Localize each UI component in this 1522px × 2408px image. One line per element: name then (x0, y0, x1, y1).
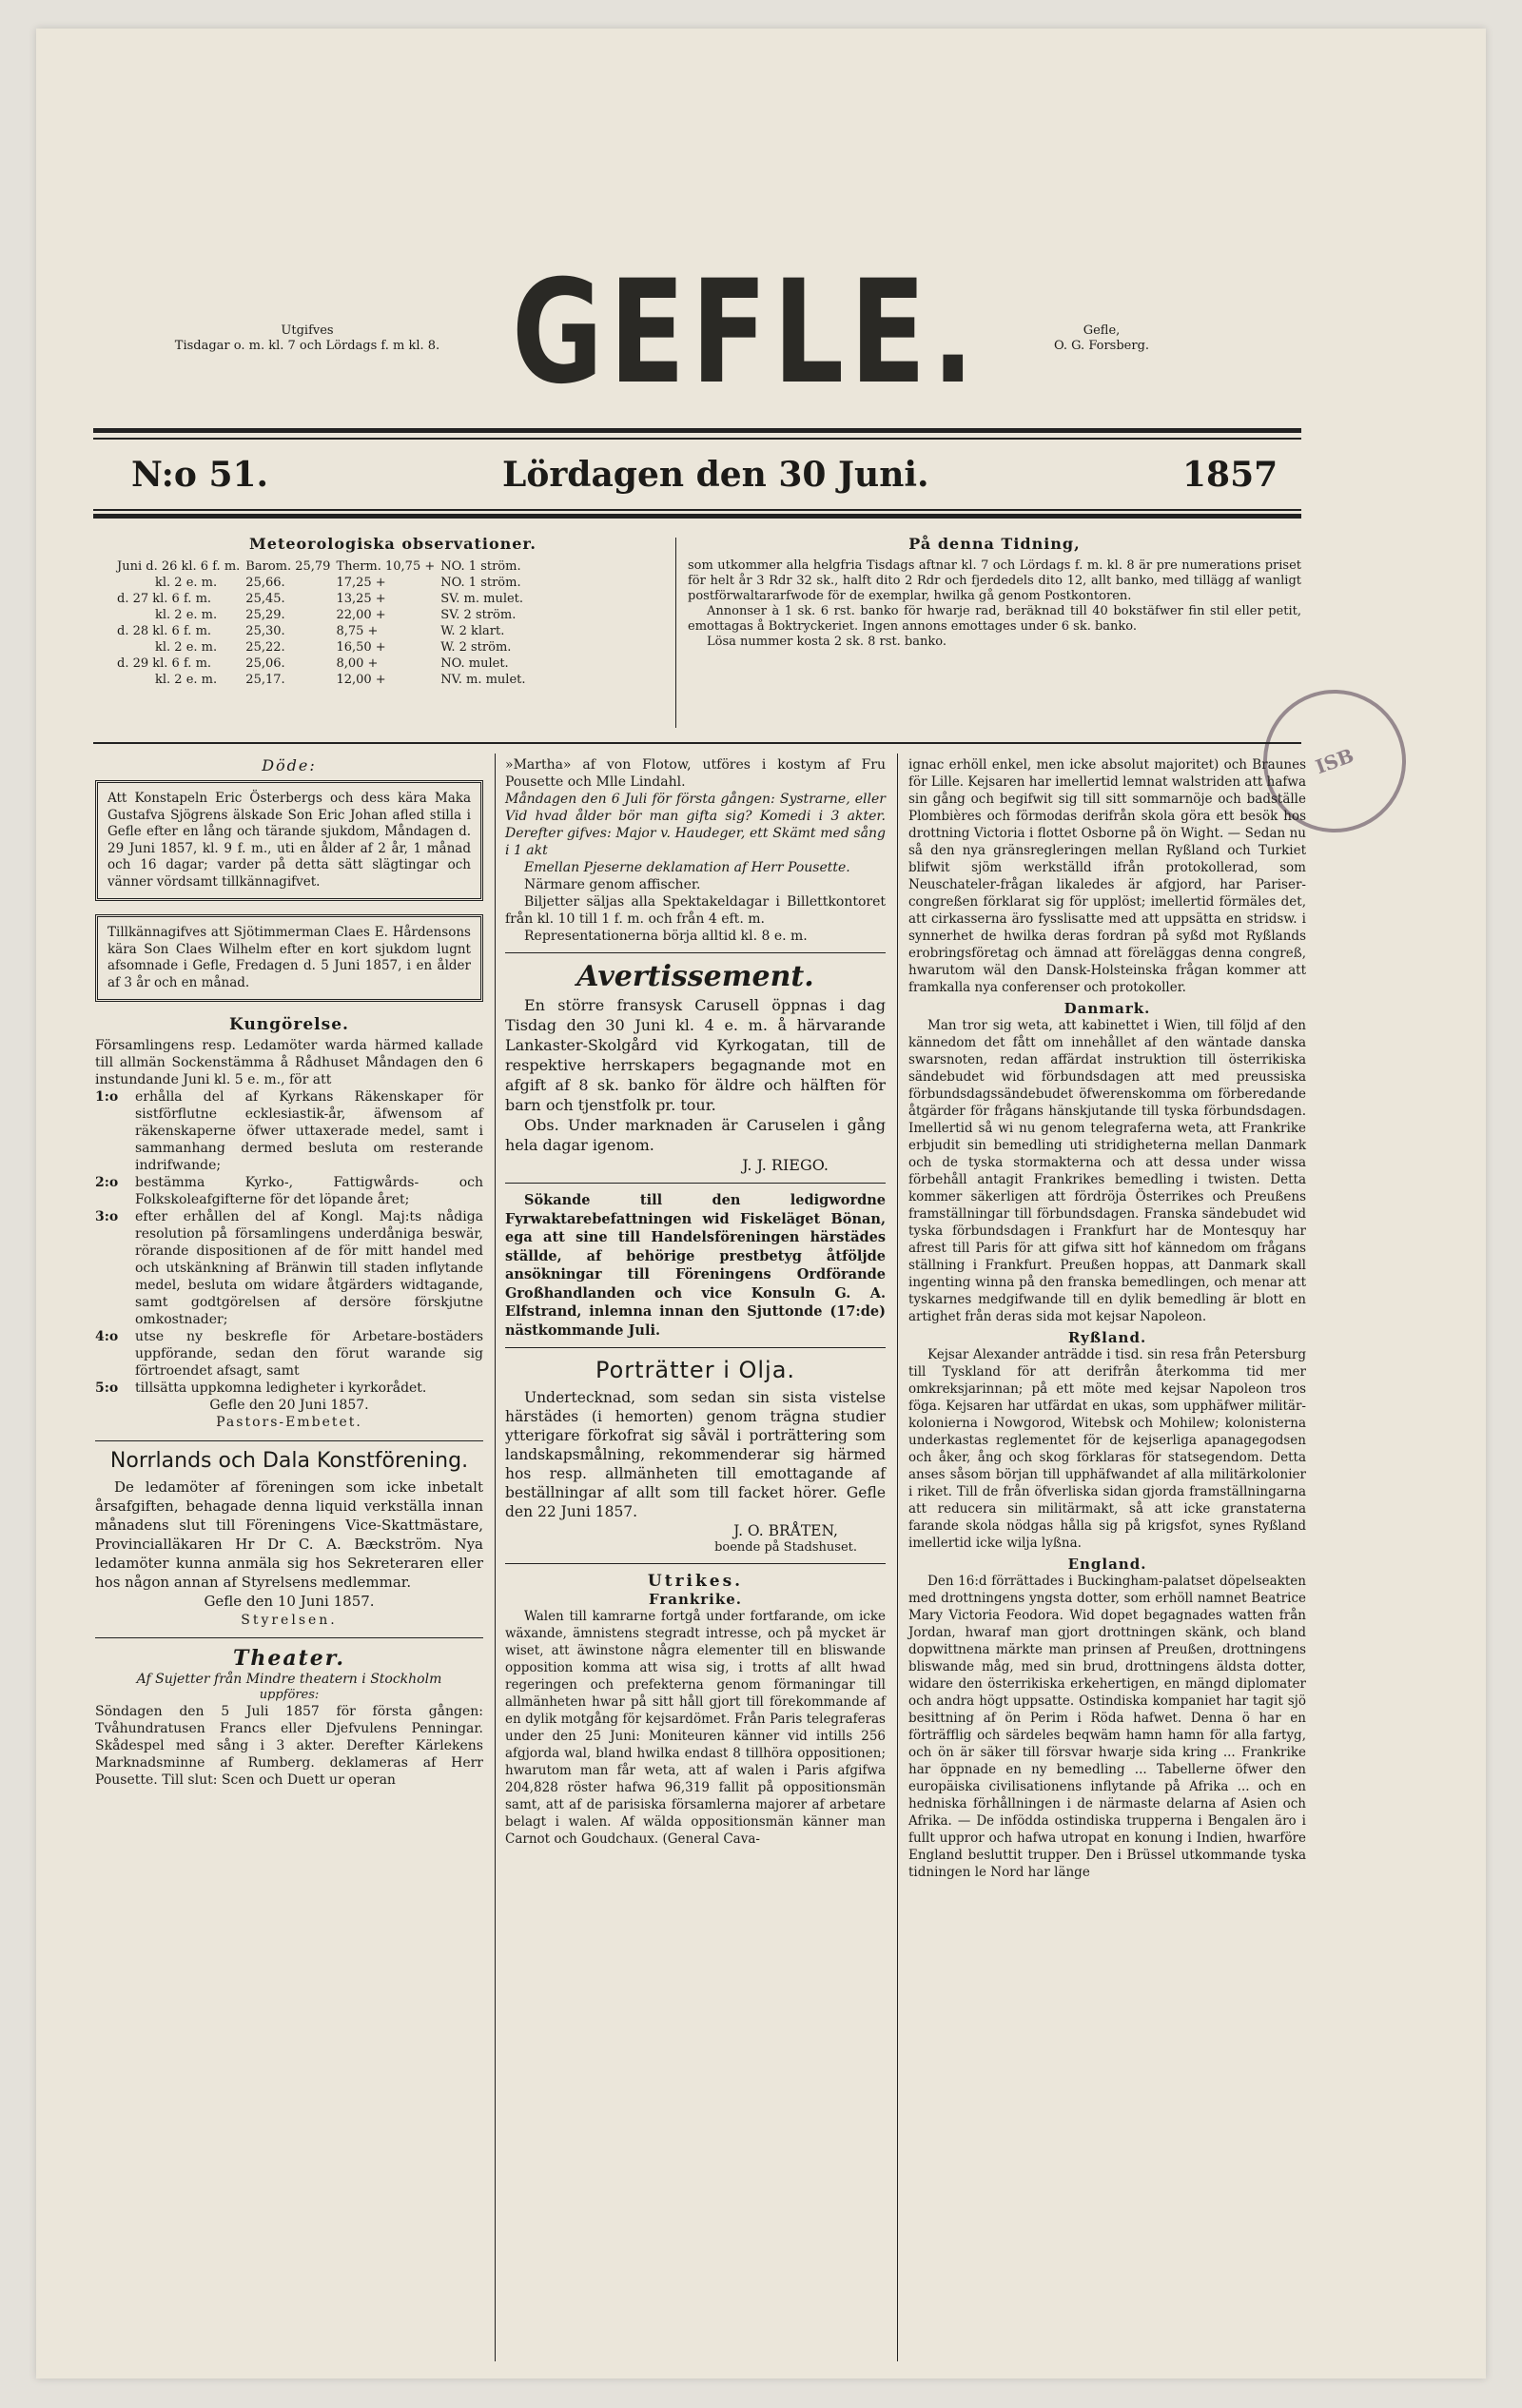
france-title: Frankrike. (648, 1591, 743, 1608)
art-society-title: Norrlands och Dala Konstförening. (109, 1449, 469, 1473)
meteo-cell-d: kl. 2 e. m. (155, 576, 218, 590)
announcement-title: Kungörelse. (229, 1015, 349, 1034)
publishing-info-schedule: Tisdagar o. m. kl. 7 och Lördags f. m kl. 8. (174, 339, 440, 353)
portraits-text: Undertecknad, som sedan sin sista vistelse härstädes (i hemorten) genom trägna studier ytterigare förkofrat sig såväl i porträttering som landskapsmålning, rekommenderar sig härmed hos resp. allmänheten till emottagande af beställningar af allt som till facket hörer. Gefle den 22 Juni 1857. (505, 1389, 886, 1520)
column-3 (908, 756, 1306, 1881)
meteo-cell-t: 17,25 + (336, 576, 386, 590)
announcement-intro: Församlingens resp. Ledamöter warda härmed kallade till allmän Sockenstämma å Rådhuset Måndagen den 6 instundande Juni kl. 5 e. m., för att (95, 1038, 483, 1087)
france-text: Walen till kamrarne fortgå under fortfarande, om icke wäxande, ämnistens stegradt intresse, och på mycket är wiset, att äwinstone några elementer till en bliswande opposition komma att wisa sig, i trotts af allt hwad regeringen och prefekterna genom förmaningar till allmänheten hwar på sitt håll gjort till förekommande af en dylik motgång för kejsardömet. Från Paris telegraferas under den 25 Juni: Moniteuren känner vid intills 256 afgjorda wal, bland hwilka endast 8 tillhöra oppositionen; hwarutom man får weta, att af walen i Paris afgifwa 204,828 röster hafwa 96,319 fallit på oppositionsmän samt, att af de parisiska församlerna majorer af arbetare belagt i walen. Af wälda oppositionsmän känner man Carnot och Goudchaux. (General Cava- (505, 1609, 886, 1847)
meteo-cell-w: W. 2 klart. (440, 624, 505, 638)
meteo-cell-b: 25,45. (245, 592, 285, 606)
denmark-text: Man tror sig weta, att kabinettet i Wien, till följd af den kännedom det fått om innehållet af den wäntade danska swarsnoten, redan affärdat instruktion till österrikiska sändebudet wid förbundsdagen att med preussiska förbundsdagssändebudet öfwerenskomma om förberedande åtgärder för frågans hänskjutande till tyska förbundsdagen. Imellertid så wi nu genom telegraferna weta, att Frankrike erbjudit sin bemedling uti stridigheterna mellan Danmark och de tyska stormakterna och att dessa under wissa förbehåll antagit Frankrikes bemedling i twisten. Detta kommer säkerligen att fördröja Österrikes och Preußens framställningar till förbundsdagen. Franska sändebudet wid tyska förbundsdagen i Frankfurt har de Montesquy har afrest till Paris för att gifwa sitt hof kännedom om frågans ställning i Frankfurt. Preußen hoppas, att Danmark skall ingenting winna på den franska bemedlingen, och menar att tyskarnes medgifwande till en dylik bemedling är blott en artighet från deras sida mot kejsar Napoleon. (908, 1018, 1306, 1324)
declamation-note: Emellan Pjeserne deklamation af Herr Pousette. (524, 860, 850, 875)
meteo-cell-b: 25,22. (245, 640, 285, 655)
theater-subtitle-2: uppföres: (259, 1688, 320, 1702)
meteo-cell-d: d. 27 kl. 6 f. m. (117, 592, 212, 606)
meteo-cell-d: kl. 2 e. m. (155, 608, 218, 622)
publishing-info-label: Utgifves (281, 323, 334, 338)
meteo-cell-d: d. 29 kl. 6 f. m. (117, 656, 212, 671)
col2-rule-2 (505, 1183, 886, 1184)
meteo-row (117, 656, 532, 672)
announcement-item-number: 1:o (95, 1089, 119, 1105)
subscription-text-2: Annonser à 1 sk. 6 rst. banko för hwarje rad, beräknad till 40 bokstäfwer fin stil eller petit, emottagas å Boktryckeriet. Ingen annons emottages under 6 sk. banko. (688, 604, 1301, 634)
announcement-item (95, 1208, 483, 1328)
martha-notice: »Martha» af von Flotow, utföres i kostym af Fru Pousette och Mlle Lindahl. (505, 757, 886, 790)
announcement-item (95, 1380, 483, 1397)
subscription-text-3: Lösa nummer kosta 2 sk. 8 rst. banko. (707, 635, 946, 649)
announcement-item (95, 1328, 483, 1380)
printer-info (1016, 323, 1187, 354)
meteo-row (117, 623, 532, 639)
meteo-cell-b: 25,66. (245, 576, 285, 590)
announcement-item-number: 5:o (95, 1380, 119, 1396)
announcement-signature: Pastors-Embetet. (216, 1415, 362, 1430)
performance-time: Representationerna börja alltid kl. 8 e. m. (524, 929, 808, 944)
content-top-rule (93, 742, 1301, 744)
portraits-address: boende på Stadshuset. (714, 1540, 857, 1555)
meteorology-title: Meteorologiska observationer. (249, 535, 537, 553)
meteo-cell-d: d. 28 kl. 6 f. m. (117, 624, 212, 638)
announcement-item-text: erhålla del af Kyrkans Räkenskaper för sistförflutne ecklesiastik-år, äfwensom af räkenskaperne öfwer uttaxerade medel, samt i sammanhang dermed besluta om resterande indrifwande; (135, 1089, 483, 1173)
publishing-info (150, 323, 464, 354)
subscription-title: På denna Tidning, (908, 535, 1081, 553)
announcement-item-text: utse ny beskrefle för Arbetare-bostäders uppförande, sedan den förut warande sig förtroendet afsagt, samt (135, 1329, 483, 1379)
announcement-date: Gefle den 20 Juni 1857. (209, 1398, 369, 1413)
denmark-title: Danmark. (1063, 1000, 1151, 1017)
top-rule-thick (93, 428, 1301, 433)
subscription-section (688, 535, 1301, 650)
deaths-title: Döde: (262, 756, 317, 774)
carousel-ad-text: En större fransysk Carusell öppnas i dag Tisdag den 30 Juni kl. 4 e. m. å härvarande Lankaster-Skolgård vid Kyrkogatan, till de respektive herrskapers begagnande mot en afgift af 8 sk. banko för äldre och hälften för barn och tjenstfolk pr. tour. (505, 996, 886, 1114)
meteo-cell-w: NO. 1 ström. (440, 559, 521, 574)
russia-text: Kejsar Alexander anträdde i tisd. sin resa från Petersburg till Tyskland för att derifrån återkomma tid mer omkreksjarinnan; på ett möte med kejsar Napoleon tros föga. Kejsaren har utfärdat en ukas, som upphäfwer militär-kolonierna i Nowgorod, Witebsk och Mohilew; kolonisterna underkastas reglementet för de kejserliga apanagegodsen och åker, ång och skog förklaras för statsegendom. Detta anses såsom början till upphäfwandet af alla militärkolonier i riket. Till de från öfverliska sidan gjorda framställningarna att reducera sin militärmakt, så att icke granstaterna farande skola nödgas hålla sig på krigsfot, synes Ryßland imellertid icke wilja lyßna. (908, 1347, 1306, 1551)
meteo-row (117, 607, 532, 623)
meteo-cell-t: 16,50 + (336, 640, 386, 655)
carousel-ad-signature: J. J. RIEGO. (742, 1156, 829, 1174)
announcement-item-text: tillsätta uppkomna ledigheter i kyrkorådet. (135, 1380, 427, 1396)
announcement-item (95, 1088, 483, 1174)
column-divider-2 (897, 754, 898, 2361)
meteo-cell-w: W. 2 ström. (440, 640, 512, 655)
printer-name: O. G. Forsberg. (1053, 339, 1150, 353)
meteo-divider (675, 538, 676, 728)
col2-rule-3 (505, 1347, 886, 1348)
monday-performance: Måndagen den 6 Juli för första gången: Systrarne, eller Vid hvad ålder bör man gifta sig? Komedi i 3 akter. Derefter gifves: Major v. Haudeger, ett Skämt med sång i 1 akt (505, 792, 886, 858)
meteorology-table (117, 558, 532, 688)
meteo-cell-d: Juni d. 26 kl. 6 f. m. (117, 559, 241, 574)
death-notice-1: Att Konstapeln Eric Österbergs och dess kära Maka Gustafva Sjögrens älskade Son Eric Johan afled stilla i Gefle efter en lång och tärande sjukdom, Måndagen d. 29 Juni 1857, kl. 9 f. m., uti en ålder af 2 år, 1 månad och 16 dagar; varder på detta sätt slägtingar och vänner vördsamt tillkännagifvet. (95, 780, 483, 901)
masthead-title: GEFLE. (512, 250, 981, 416)
col1-rule-1 (95, 1440, 483, 1441)
carousel-ad-note: Obs. Under marknaden är Caruselen i gång hela dagar igenom. (505, 1116, 886, 1154)
russia-title: Ryßland. (1067, 1329, 1147, 1346)
meteo-cell-d: kl. 2 e. m. (155, 640, 218, 655)
meteo-row (117, 672, 532, 688)
col2-rule-4 (505, 1563, 886, 1564)
announcement-item (95, 1174, 483, 1208)
meteo-cell-t: 13,25 + (336, 592, 386, 606)
meteo-cell-w: SV. 2 ström. (440, 608, 517, 622)
art-society-text: De ledamöter af föreningen som icke inbetalt årsafgiften, behagade denna liquid verkställa innan månadens slut till Föreningens Vice-Skattmästare, Provincialläkaren Hr Dr C. A. Bæckström. Nya ledamöter kunna anmäla sig hos Sekreteraren eller hos någon annan af Styrelsens medlemmar. (95, 1478, 483, 1591)
announcement-list (95, 1088, 483, 1397)
announcement-item-text: efter erhållen del af Kongl. Maj:ts nådiga resolution på församlingens underdåniga beswär, rörande dispositionen af de för mitt handel med och utskänkning af Bränwin till staden inflytande medel, besluta om widare åtgärders widtagande, samt godtgörelsen af dersöre förskjutne omkostnader; (135, 1209, 483, 1327)
theater-title: Theater. (232, 1646, 345, 1671)
tickets-note: Biljetter säljas alla Spektakeldagar i Billettkontoret från kl. 10 till 1 f. m. och från 4 eft. m. (505, 894, 886, 927)
announcement-item-text: bestämma Kyrko-, Fattigwårds- och Folkskoleafgifterne för det löpande året; (135, 1175, 483, 1207)
announcement-item-number: 3:o (95, 1209, 119, 1224)
france-continued: ignac erhöll enkel, men icke absolut majoritet) och Braunes för Lille. Kejsaren har imellertid lemnat walstriden att hafwa sin gång och begifwit sig till sitt sommarnöje och badställe Plombières och förmodas derifrån skola göra ett besök hos drottning Victoria i flottet Osborne på ön Wight. — Sedan nu så den nya gränsregleringen mellan Ryßland och Turkiet blifwit sjöm werkställd ifrån protokollerad, som Neuschateler-frågan likaledes är afgjord, har Pariser-congreßen förklarat sig för upplöst; imellertid förmäles det, att cirkasserna äro fysslisatte med att uppsätta en stridsw. i synnerhet de hwilka deras fordran på syßd mot Ryßlands erobringsföretag och ämnad att föreläggas denna congreß, hwarutom wäl den Dansk-Holsteinska frågan kommer att framkalla nya conferenser och protokoller. (908, 757, 1306, 995)
announcement-item-number: 2:o (95, 1175, 119, 1190)
art-society-signature: Styrelsen. (241, 1613, 338, 1628)
portraits-title: Porträtter i Olja. (595, 1357, 796, 1383)
newspaper-page (36, 29, 1486, 2379)
posters-note: Närmare genom affischer. (524, 877, 701, 892)
meteo-row (117, 575, 532, 591)
announcement-item-number: 4:o (95, 1329, 119, 1344)
printer-city: Gefle, (1083, 323, 1121, 338)
meteo-cell-w: NO. mulet. (440, 656, 509, 671)
column-2 (505, 756, 886, 1848)
subscription-text-1: som utkommer alla helgfria Tisdags aftnar kl. 7 och Lördags f. m. kl. 8 är pre numerations priset för helt år 3 Rdr 32 sk., halft dito 2 Rdr och fjerdedels dito 12, allt banko, med tillägg af wanligt postförwaltararfwode för de exemplar, hwilka gå genom Postkontoren. (688, 558, 1301, 603)
meteo-cell-t: 22,00 + (336, 608, 386, 622)
header-rule-thin (93, 509, 1301, 511)
foreign-news-title: Utrikes. (647, 1572, 744, 1591)
column-1 (95, 756, 483, 1789)
library-stamp: ISB (1243, 670, 1426, 852)
death-notice-2: Tillkännagifves att Sjötimmerman Claes E. Hårdensons kära Son Claes Wilhelm efter en kort sjukdom lugnt afsomnade i Gefle, Fredagen d. 5 Juni 1857, i en ålder af 3 år och en månad. (95, 914, 483, 1002)
meteo-cell-t: 8,00 + (336, 656, 379, 671)
issue-year: 1857 (1182, 455, 1278, 495)
england-text: Den 16:d förrättades i Buckingham-palatset döpelseakten med drottningens yngsta dotter, som erhöll namnet Beatrice Mary Victoria Feodora. Wid dopet begagnades watten från Jordan, hwaraf man gjort drottningen skänk, och bland dopwittnena märkte man prinsen af Preußen, drottningens bliswande måg, med sin brud, drottningens äldsta dotter, widare den österrikiska erkehertigen, en mängd diplomater och andra högt uppsatte. Ostindiska kompaniet har tagit sjö besittning af ön Perim i Röda hafwet. Denna ö har en förträfflig och särdeles beqwäm hamn hamn för alla fartyg, och ön är säker till försvar hwarje sida kring ... Frankrike har öppnade en ny bemedling ... Tabellerne öfwer den europäiska civilisationens inflytande på Afrika ... och en hedniska förhållningen i de närmaste delarna af Asien och Afrika. — De infödda ostindiska trupperna i Bengalen äro i fullt uppror och hafwa utropat en konung i Indien, hwarföre England besluttit trupper. Den i Brüssel utkommande tyska tidningen le Nord har länge (908, 1574, 1306, 1880)
meteo-cell-w: NV. m. mulet. (440, 673, 526, 687)
meteo-row (117, 639, 532, 656)
meteo-cell-b: 25,30. (245, 624, 285, 638)
meteo-cell-w: SV. m. mulet. (440, 592, 524, 606)
meteo-cell-t: 12,00 + (336, 673, 386, 687)
header-rule-thick (93, 514, 1301, 519)
meteo-cell-b: Barom. 25,79 (245, 559, 331, 574)
lighthouse-job-notice: Sökande till den ledigwordne Fyrwaktarebefattningen wid Fiskeläget Bönan, ega att sine till Handelsföreningen härstädes ställde, af behörige prestbetyg åtföljde ansökningar till Föreningens Ordförande Großhandlanden och vice Konsuln G. A. Elfstrand, inlemna innan den Sjuttonde (17:de) nästkommande Juli. (505, 1192, 886, 1339)
portraits-signature: J. O. BRÅTEN, (733, 1522, 838, 1539)
column-divider-1 (495, 754, 496, 2361)
meteo-cell-t: Therm. 10,75 + (336, 559, 436, 574)
meteo-row (117, 591, 532, 607)
meteo-cell-b: 25,29. (245, 608, 285, 622)
art-society-date: Gefle den 10 Juni 1857. (204, 1593, 375, 1610)
meteorology-section (117, 535, 669, 688)
top-rule-thin (93, 438, 1301, 440)
england-title: England. (1067, 1556, 1147, 1573)
issue-number: N:o 51. (131, 455, 269, 495)
meteo-row (117, 558, 532, 575)
advertisement-title: Avertissement. (576, 960, 814, 993)
issue-date: Lördagen den 30 Juni. (502, 455, 929, 495)
meteo-cell-d: kl. 2 e. m. (155, 673, 218, 687)
col2-rule-1 (505, 952, 886, 953)
meteo-cell-w: NO. 1 ström. (440, 576, 521, 590)
theater-subtitle: Af Sujetter från Mindre theatern i Stockholm (136, 1672, 442, 1687)
meteo-cell-b: 25,17. (245, 673, 285, 687)
meteo-cell-b: 25,06. (245, 656, 285, 671)
meteo-cell-t: 8,75 + (336, 624, 379, 638)
theater-text: Söndagen den 5 Juli 1857 för första gången: Tvåhundratusen Francs eller Djefvulens Penningar. Skådespel med sång i 3 akter. Derefter Kärlekens Marknadsminne af Rumberg. deklameras af Herr Pousette. Till slut: Scen och Duett ur operan (95, 1704, 483, 1788)
col1-rule-2 (95, 1637, 483, 1638)
